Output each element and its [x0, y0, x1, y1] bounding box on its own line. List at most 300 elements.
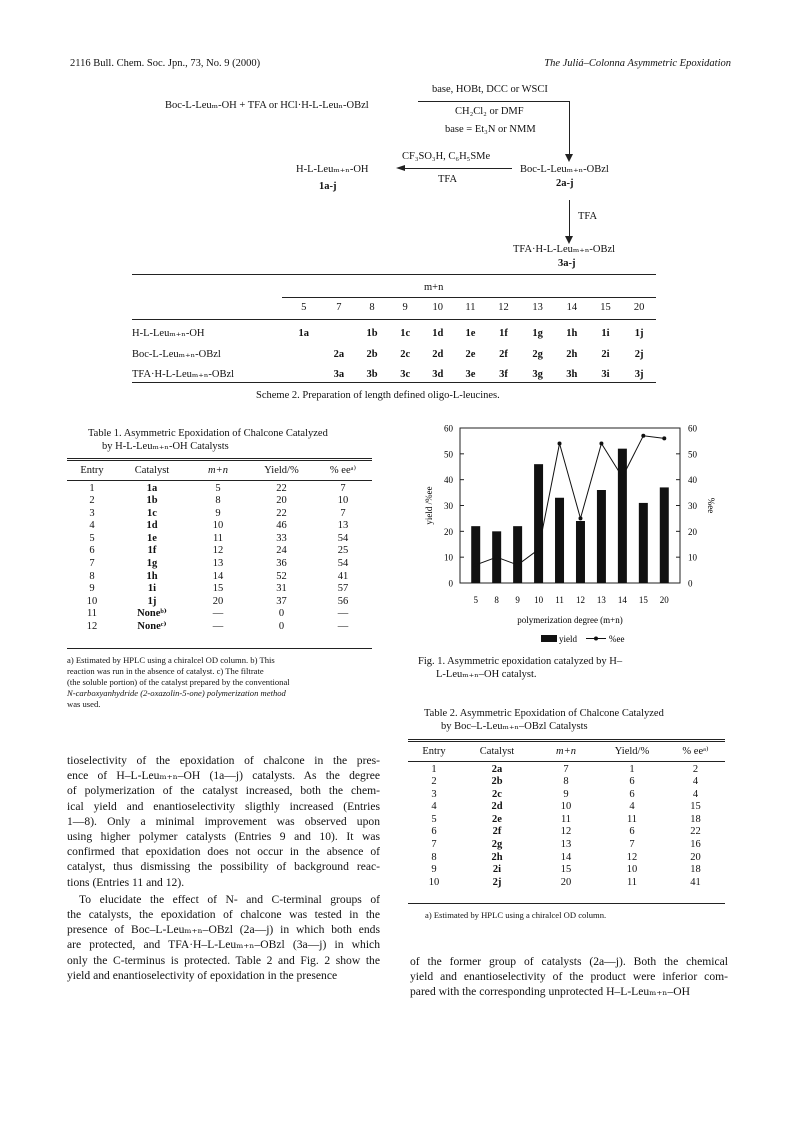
table-cell: 3 — [89, 507, 95, 519]
arrowhead-left-icon — [396, 165, 405, 171]
col-header: m+n — [208, 464, 228, 476]
scheme-cell: 1f — [499, 327, 508, 339]
scheme-arrow-coupling — [418, 101, 569, 102]
scheme-cell: 3h — [566, 369, 578, 381]
table-cell: 41 — [337, 570, 349, 582]
table-cell: 8 — [215, 495, 221, 507]
scheme-row — [132, 345, 656, 366]
table-row — [67, 583, 372, 596]
table-cell: 1 — [629, 763, 635, 775]
y2-tick-label: 30 — [688, 501, 697, 511]
table-2-subtitle: by Boc–L-Leuₘ₊ₙ–OBzl Catalysts — [441, 721, 588, 732]
table-cell: 8 — [431, 851, 437, 863]
table-cell: 1i — [147, 583, 157, 595]
table-cell: 9 — [563, 788, 569, 800]
table-cell: 22 — [276, 482, 287, 494]
table-cell: 10 — [626, 864, 638, 876]
bar-yield — [534, 464, 543, 583]
table-1-notes — [67, 655, 372, 710]
scheme-row — [132, 324, 656, 345]
scheme-cell — [285, 345, 323, 366]
table-cell: 1c — [147, 507, 157, 519]
table-cell: 37 — [276, 595, 287, 607]
table-cell: 1h — [146, 570, 158, 582]
table-1-title: Table 1. Asymmetric Epoxidation of Chalcone Catalyzed — [88, 428, 328, 439]
table-cell: — — [337, 608, 349, 620]
table-row — [408, 764, 725, 777]
table-cell: 31 — [276, 583, 287, 595]
table-cell: 11 — [212, 532, 224, 544]
scheme-cell: 1c — [400, 327, 411, 339]
table-cell: 13 — [212, 558, 224, 570]
scheme-cell: 3g — [532, 369, 543, 381]
table-cell: 10 — [212, 520, 224, 532]
text-line: the catalysts, the epoxidation of chalcone was tested in the — [67, 908, 380, 922]
table-cell: 12 — [86, 621, 98, 633]
text-line: of polymerization of the catalyst increased, both the chem- — [67, 784, 380, 798]
scheme-cell: 3b — [366, 369, 378, 381]
y-tick-label: 40 — [444, 475, 453, 486]
table-cell: 12 — [626, 851, 638, 863]
table-cell: 6 — [431, 826, 437, 838]
table-cell: 5 — [431, 813, 437, 825]
table-row — [67, 483, 372, 496]
text-line: To elucidate the effect of N- and C-terminal groups of — [79, 892, 380, 906]
table-cell: 5 — [89, 532, 95, 544]
scheme-cell: 3e — [465, 369, 476, 381]
paragraph-1 — [67, 753, 380, 890]
table-cell: 20 — [212, 595, 224, 607]
scheme-cell: 2b — [366, 348, 378, 360]
x-tick-label: 5 — [473, 595, 478, 605]
scheme-arrow-down-1 — [569, 101, 570, 159]
col-header: % eeᵃ⁾ — [682, 745, 709, 757]
table-cell: 1e — [147, 532, 157, 544]
text-line: ence of H–L-Leuₘ₊ₙ–OH (1a—j) catalysts. As the degree — [67, 769, 380, 783]
table-cell: 8 — [563, 776, 569, 788]
y2-tick-label: 0 — [688, 578, 693, 589]
table-cell: Noneᵇ⁾ — [137, 608, 167, 620]
table-cell: 2 — [692, 763, 699, 775]
scheme-cell: 1d — [432, 327, 444, 339]
y-tick-label: 50 — [444, 449, 453, 460]
table-cell: 2d — [491, 801, 503, 813]
scheme-code-1a-j: 1a-j — [319, 181, 337, 192]
table-cell: 10 — [86, 595, 98, 607]
table-1-bottom-rule — [67, 648, 372, 649]
table-1-top-rule-2 — [67, 460, 372, 461]
table-cell: 8 — [89, 570, 95, 582]
scheme-code-2a-j: 2a-j — [556, 178, 574, 189]
table-cell: 1 — [431, 763, 437, 775]
table-cell: 13 — [337, 520, 349, 532]
running-header-right: The Juliá–Colonna Asymmetric Epoxidation — [544, 58, 731, 69]
table-1-top-rule — [67, 458, 372, 459]
scheme-table-group-header: m+n — [424, 282, 444, 293]
scheme-col-header: 11 — [465, 302, 476, 314]
table-row — [67, 495, 372, 508]
bar-yield — [618, 449, 627, 583]
table-2-title: Table 2. Asymmetric Epoxidation of Chalcone Catalyzed — [424, 708, 664, 719]
point-ee — [620, 475, 624, 479]
scheme-cell: 3f — [499, 369, 508, 381]
scheme-cell: 1g — [532, 327, 543, 339]
table-cell: 4 — [692, 788, 699, 800]
figure-caption: Fig. 1. Asymmetric epoxidation catalyzed by H– — [418, 656, 623, 667]
y2-tick-label: 10 — [688, 552, 697, 563]
table-cell: 2e — [492, 813, 502, 825]
y2-tick-label: 60 — [688, 423, 697, 434]
table-cell: 10 — [560, 801, 572, 813]
table-cell: 6 — [89, 545, 95, 557]
table-cell: 0 — [278, 608, 285, 620]
scheme-col-header: 10 — [432, 302, 444, 314]
scheme-product-free: H-L-Leuₘ₊ₙ-OH — [296, 164, 369, 175]
scheme-cell: 1b — [366, 327, 378, 339]
table-cell: — — [212, 621, 224, 633]
table-cell: 2b — [491, 776, 503, 788]
table-cell: 24 — [276, 545, 287, 557]
scheme-cell: 3d — [432, 369, 444, 381]
scheme-condition-solvent: CH₂Cl₂ or DMF — [455, 106, 524, 117]
table-cell: 14 — [212, 570, 224, 582]
table-row — [67, 533, 372, 546]
point-ee — [537, 547, 541, 551]
table-cell: 12 — [560, 826, 572, 838]
table-cell: 12 — [212, 545, 224, 557]
y-axis-label: yield /%ee — [424, 486, 434, 525]
y-tick-label: 10 — [444, 552, 453, 563]
y2-tick-label: 50 — [688, 449, 697, 460]
scheme-table-bottom-rule — [132, 382, 656, 383]
table-cell: 18 — [690, 864, 701, 876]
y-tick-label: 60 — [444, 423, 453, 434]
table-cell: 2f — [492, 826, 502, 838]
table-row — [408, 864, 725, 877]
scheme-col-header: 20 — [633, 302, 645, 314]
scheme-cell: 3a — [333, 369, 345, 381]
y2-tick-label: 20 — [688, 526, 697, 537]
table-cell: 4 — [692, 776, 699, 788]
scheme-cell: 2h — [566, 348, 578, 360]
table-cell: 7 — [563, 763, 569, 775]
scheme-row-label: Boc-L-Leuₘ₊ₙ-OBzl — [132, 348, 221, 360]
text-line: pared with the corresponding unprotected H–L-Leuₘ₊ₙ–OH — [410, 985, 690, 999]
table-2-note: a) Estimated by HPLC using a chiralcel OD column. — [425, 910, 607, 920]
table-cell: 1 — [89, 482, 95, 494]
table-cell: 54 — [337, 558, 349, 570]
text-line: confirmed that epoxidation does not occur in the absence of — [67, 845, 380, 859]
x-tick-label: 8 — [494, 595, 499, 605]
scheme-cell — [323, 324, 356, 345]
col-header: Entry — [80, 464, 104, 476]
x-tick-label: 12 — [575, 595, 585, 605]
table-cell: — — [337, 621, 349, 633]
table-row — [67, 608, 372, 621]
table-cell: 11 — [86, 608, 98, 620]
scheme-cell: 2j — [634, 348, 644, 360]
scheme-cell: 2a — [333, 348, 345, 360]
scheme-col-header: 7 — [336, 302, 342, 314]
text-line: only the C-terminus is protected. Table 2 and Fig. 2 show the — [67, 953, 380, 967]
x-tick-label: 9 — [515, 595, 520, 605]
table-cell: 2c — [492, 788, 502, 800]
scheme-cell: 1j — [634, 327, 644, 339]
table-row — [408, 852, 725, 865]
text-line: 1—8). Only a minimal improvement was observed upon — [67, 814, 380, 828]
table-cell: 4 — [431, 801, 437, 813]
col-header: m+n — [556, 745, 576, 757]
table-2-bottom-rule — [408, 903, 725, 904]
table-cell: 2a — [491, 763, 503, 775]
table-cell: 15 — [212, 583, 224, 595]
scheme-col-header: 5 — [301, 302, 307, 314]
table-cell: Noneᶜ⁾ — [137, 621, 167, 633]
scheme-col-header: 9 — [402, 302, 408, 314]
text-line: tions (Entries 11 and 12). — [67, 875, 185, 889]
table-row — [67, 571, 372, 584]
scheme-row-label: TFA·H-L-Leuₘ₊ₙ-OBzl — [132, 369, 235, 381]
table-cell: 13 — [560, 839, 572, 851]
table-cell: 2j — [492, 876, 502, 888]
table-cell: 2 — [431, 776, 437, 788]
table-cell: 4 — [89, 520, 95, 532]
x-tick-label: 20 — [659, 595, 669, 605]
y-tick-label: 30 — [444, 501, 453, 511]
col-header: Entry — [422, 745, 446, 757]
table-cell: 10 — [428, 876, 440, 888]
table-cell: 3 — [431, 788, 437, 800]
note-line: N-carboxyanhydride (2-oxazolin-5-one) polymerization method — [67, 688, 286, 698]
table-cell: 25 — [337, 545, 349, 557]
table-cell: 36 — [276, 558, 287, 570]
table-row — [67, 621, 372, 634]
text-line: catalyst, thus dismissing the possibility of background reac- — [67, 860, 380, 874]
table-cell: 46 — [276, 520, 287, 532]
text-line: of the former group of catalysts (2a—j). Both the chemical — [410, 955, 728, 968]
scheme-product-protected: Boc-L-Leuₘ₊ₙ-OBzl — [520, 164, 609, 175]
table-row — [67, 545, 372, 558]
table-cell: 1f — [147, 545, 157, 557]
table-cell: 1d — [146, 520, 158, 532]
scheme-condition-base: base = Et₃N or NMM — [445, 124, 536, 135]
x-tick-label: 11 — [555, 595, 564, 605]
table-cell: 11 — [626, 876, 638, 888]
table-cell: 6 — [629, 788, 635, 800]
table-cell: 20 — [560, 876, 572, 888]
scheme-condition-coupling: base, HOBt, DCC or WSCI — [432, 84, 548, 95]
note-line: reaction was run in the absence of catalyst. c) The filtrate — [67, 666, 264, 676]
table-cell: 41 — [690, 876, 701, 888]
table-cell: 7 — [340, 482, 346, 494]
table-cell: 10 — [337, 495, 349, 507]
table-cell: 2g — [491, 839, 503, 851]
col-header: % eeᵃ⁾ — [329, 464, 357, 476]
table-cell: 7 — [340, 507, 346, 519]
note-line: (the soluble portion) of the catalyst prepared by the conventional — [67, 677, 290, 687]
y2-axis-label: %ee — [706, 497, 716, 514]
x-tick-label: 10 — [534, 595, 544, 605]
table-cell: 11 — [560, 813, 572, 825]
scheme-table-top-rule — [132, 274, 656, 275]
figure-caption-2: L-Leuₘ₊ₙ–OH catalyst. — [436, 669, 537, 680]
x-axis-label: polymerization degree (m+n) — [517, 615, 623, 625]
scheme-cell: 3c — [400, 369, 411, 381]
legend-yield-swatch — [541, 635, 557, 642]
point-ee — [662, 436, 666, 440]
line-ee — [476, 436, 665, 565]
table-cell: 11 — [626, 813, 638, 825]
scheme-table-grid — [132, 299, 656, 386]
point-ee — [495, 555, 499, 559]
scheme-reactants: Boc-L-Leuₘ-OH + TFA or HCl·H-L-Leuₙ-OBzl — [165, 100, 369, 111]
x-tick-label: 14 — [617, 595, 627, 605]
scheme-table-group-rule — [282, 297, 656, 298]
scheme-cell: 1e — [465, 327, 476, 339]
y2-tick-label: 40 — [688, 475, 697, 486]
table-cell: 56 — [337, 595, 349, 607]
table-cell: 14 — [560, 851, 572, 863]
table-cell: 1b — [146, 495, 158, 507]
scheme-col-header: 13 — [532, 302, 543, 314]
scheme-condition-deprotection: CF₃SO₃H, C₆H₅SMe — [402, 151, 491, 162]
scheme-cell: 2c — [400, 348, 411, 360]
table-row — [67, 508, 372, 521]
table-row — [408, 814, 725, 827]
table-2-top-rule — [408, 739, 725, 740]
scheme-cell: 1h — [566, 327, 578, 339]
scheme-cell: 3j — [634, 369, 644, 381]
table-row — [408, 826, 725, 839]
table-cell: 6 — [629, 826, 635, 838]
table-cell: 15 — [690, 801, 701, 813]
scheme-arrow-deprotection — [402, 168, 512, 169]
scheme-condition-tfa-1: TFA — [438, 174, 458, 185]
scheme-cell: 3i — [601, 369, 610, 381]
legend-yield-label: yield — [559, 634, 577, 644]
table-row — [408, 789, 725, 802]
scheme-condition-tfa-2: TFA — [578, 211, 598, 222]
text-line: yield and enantioselectivity of epoxidation in the presence — [67, 968, 338, 982]
scheme-caption: Scheme 2. Preparation of length defined oligo-L-leucines. — [256, 390, 500, 401]
scheme-col-header: 12 — [498, 302, 509, 314]
table-cell: 4 — [629, 801, 635, 813]
arrowhead-icon — [565, 154, 573, 162]
note-line: was used. — [67, 699, 101, 709]
table-cell: 57 — [337, 583, 349, 595]
y-tick-label: 0 — [448, 578, 453, 589]
scheme-col-header: 14 — [566, 302, 578, 314]
scheme-cell: 2f — [499, 348, 508, 360]
table-row — [67, 520, 372, 533]
col-header: Yield/% — [614, 745, 650, 757]
table-cell: 20 — [276, 495, 287, 507]
scheme-arrow-down-2 — [569, 200, 570, 240]
x-tick-label: 15 — [638, 595, 648, 605]
scheme-cell: 1a — [298, 327, 310, 339]
table-cell: 9 — [431, 864, 437, 876]
table-cell: 5 — [215, 482, 221, 494]
table-cell: 2i — [492, 864, 502, 876]
note-line: a) Estimated by HPLC using a chiralcel OD column. b) This — [67, 655, 275, 665]
scheme-col-header: 8 — [369, 302, 375, 314]
text-line: are protected, and TFA·H–L-Leuₘ₊ₙ–OBzl (3a—j) in which — [67, 938, 380, 952]
table-cell: 6 — [629, 776, 635, 788]
scheme-cell: 1i — [601, 327, 610, 339]
table-cell: 2h — [491, 851, 503, 863]
table-row — [408, 776, 725, 789]
scheme-row-label: H-L-Leuₘ₊ₙ-OH — [132, 327, 205, 339]
table-cell: 9 — [215, 507, 221, 519]
table-cell: 20 — [690, 851, 701, 863]
legend-ee-marker — [594, 637, 598, 641]
scheme-col-header: 15 — [600, 302, 611, 314]
point-ee — [641, 434, 645, 438]
bar-yield — [555, 498, 564, 583]
y-tick-label: 20 — [444, 526, 453, 537]
table-2-top-rule-2 — [408, 741, 725, 742]
table-2-grid — [408, 744, 725, 889]
body-text-left — [67, 753, 380, 983]
table-row — [408, 877, 725, 890]
table-cell: 18 — [690, 813, 701, 825]
table-cell: 15 — [560, 864, 572, 876]
bar-yield — [660, 487, 669, 583]
text-line: tioselectivity of the epoxidation of chalcone in the pres- — [67, 754, 380, 767]
table-row — [408, 801, 725, 814]
scheme-product-salt: TFA·H-L-Leuₘ₊ₙ-OBzl — [513, 244, 616, 255]
bar-yield — [597, 490, 606, 583]
body-text-right — [410, 954, 728, 1000]
table-cell: 9 — [89, 583, 95, 595]
scheme-cell: 2g — [532, 348, 543, 360]
table-cell: 2 — [89, 495, 95, 507]
bar-yield — [639, 503, 648, 583]
text-line: ical yield and enantioselectivity sligthly increased (Entries — [67, 799, 380, 813]
table-cell: 1a — [146, 482, 158, 494]
table-cell: 22 — [276, 507, 287, 519]
x-tick-label: 13 — [596, 595, 606, 605]
table-1-grid — [67, 463, 372, 634]
text-line: using higher polymer catalysts (Entries 9 and 10). It was — [67, 830, 380, 844]
point-ee — [578, 516, 582, 520]
table-row — [67, 596, 372, 609]
scheme-cell: 2i — [601, 348, 610, 360]
table-cell: 1g — [146, 558, 158, 570]
table-cell: 22 — [690, 826, 701, 838]
text-line: yield and enantioselectivity of the product were inferior com- — [410, 970, 728, 984]
table-1-subtitle: by H-L-Leuₘ₊ₙ-OH Catalysts — [102, 441, 229, 452]
point-ee — [474, 563, 478, 567]
running-header-left: 2116 Bull. Chem. Soc. Jpn., 73, No. 9 (2000) — [70, 58, 261, 69]
col-header: Catalyst — [479, 745, 515, 757]
table-cell: 0 — [278, 621, 285, 633]
table-cell: — — [212, 608, 224, 620]
legend-ee-label: %ee — [609, 634, 625, 644]
table-cell: 7 — [431, 839, 437, 851]
table-row — [67, 558, 372, 571]
table-cell: 7 — [89, 558, 95, 570]
bar-yield — [513, 526, 522, 583]
text-line: presence of Boc–L-Leuₘ₊ₙ–OBzl (2a—j) in which both ends — [67, 923, 380, 937]
table-cell: 54 — [337, 532, 349, 544]
bar-yield — [471, 526, 480, 583]
bar-yield — [576, 521, 585, 583]
scheme-code-3a-j: 3a-j — [558, 258, 576, 269]
point-ee — [599, 442, 603, 446]
table-cell: 16 — [690, 839, 701, 851]
col-header: Catalyst — [134, 464, 170, 476]
